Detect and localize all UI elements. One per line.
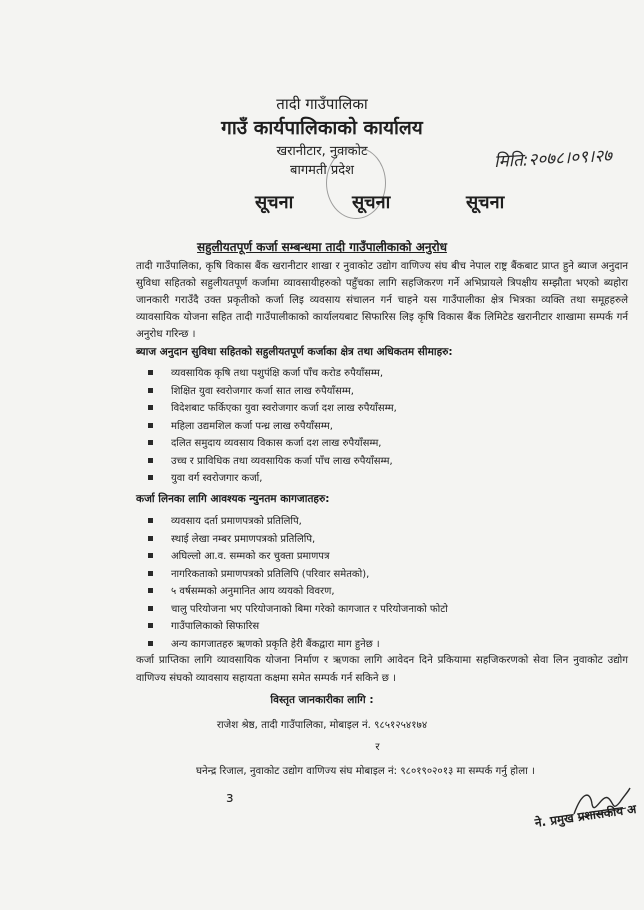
list-item: ५ वर्षसम्मको अनुमानित आय व्ययको विवरण, bbox=[148, 583, 448, 601]
intro-paragraph: तादी गाउँपालिका, कृषि विकास बैंक खरानीटार शाखा र नुवाकोट उद्योग वाणिज्य संघ बीच नेपाल राष्ट्र बैंकबाट प्राप्त हुने ब्याज अनुदान सुविधा सहितको सहुलीयतपूर्ण कर्जामा व्यावसायीहरुको पहुँचका लागि सहजिकरण गर्ने अभिप्रायले त्रिपक्षीय सम्झौता भएको ब्यहोरा जानकारी गराउँदै उक्त प्रकृतीको कर्जा लिइ व्यवसाय संचालन गर्न चाहने यस गाउँपालीका क्षेत्र भित्रका व्यक्ति तथा समूहहरुले व्यावसायिक योजना सहित तादी गाउँपालीकाको कार्यालयबाट सिफारिस लिइ कृषि विकास बैंक लिमिटेड खरानीटार शाखामा सम्पर्क गर्न अनुरोध गरिन्छ । bbox=[136, 261, 628, 340]
handwritten-date: मिति:२०७८।०९।२७ bbox=[493, 145, 613, 173]
contact-or: र bbox=[375, 742, 380, 753]
loan-section-title: ब्याज अनुदान सुविधा सहितको सहुलीयतपूर्ण कर्जाका क्षेत्र तथा अधिकतम सीमाहरु: bbox=[136, 346, 453, 358]
palika-name: तादी गाउँपालिका bbox=[276, 95, 368, 113]
required-documents-list bbox=[148, 513, 448, 653]
bullet-icon bbox=[148, 536, 153, 541]
bullet-icon bbox=[148, 606, 153, 611]
list-item: युवा वर्ग स्वरोजगार कर्जा, bbox=[148, 470, 397, 488]
office-name: गाउँ कार्यपालिकाको कार्यालय bbox=[221, 117, 423, 139]
list-item: शिक्षित युवा स्वरोजगार कर्जा सात लाख रुपैयाँसम्म, bbox=[148, 383, 397, 401]
bullet-icon bbox=[148, 641, 153, 646]
bullet-icon bbox=[148, 440, 153, 445]
office-address: खरानीटार, नुवाकोट bbox=[276, 144, 368, 159]
loan-types-list bbox=[148, 365, 397, 488]
list-item: दलित समुदाय व्यवसाय विकास कर्जा दश लाख रुपैयाँसम्म, bbox=[148, 435, 397, 453]
bullet-icon bbox=[148, 588, 153, 593]
list-item: स्थाई लेखा नम्बर प्रमाणपत्रको प्रतिलिपि, bbox=[148, 531, 448, 549]
list-item: नागरिकताको प्रमाणपत्रको प्रतिलिपि (परिवार समेतको), bbox=[148, 566, 448, 584]
closing-paragraph: कर्जा प्राप्तिका लागि व्यावसायिक योजना निर्माण र ऋणका लागि आवेदन दिने प्रकियामा सहजिकरणको सेवा लिन नुवाकोट उद्योग वाणिज्य संघको व्यावसाय सहायता कक्षमा समेत सम्पर्क गर्न सकिने छ । bbox=[136, 655, 628, 684]
bullet-icon bbox=[148, 423, 153, 428]
bullet-icon bbox=[148, 571, 153, 576]
bullet-icon bbox=[148, 405, 153, 410]
notice-label-center: सूचना bbox=[352, 192, 391, 213]
list-item: गाउँपालिकाको सिफारिस bbox=[148, 618, 448, 636]
notice-label-right: सूचना bbox=[466, 192, 505, 213]
list-item: महिला उद्यमशिल कर्जा पन्ध्र लाख रुपैयाँसम्म, bbox=[148, 418, 397, 436]
documents-section-title: कर्जा लिनका लागि आवश्यक न्युनतम कागजातहरु: bbox=[136, 493, 330, 505]
bullet-icon bbox=[148, 388, 153, 393]
list-item: व्यवसाय दर्ता प्रमाणपत्रको प्रतिलिपि, bbox=[148, 513, 448, 531]
contact-line-secondary: घनेन्द्र रिजाल, नुवाकोट उद्योग वाणिज्य संघ मोबाइल नं: ९८०१९०२०१३ मा सम्पर्क गर्नु होला । bbox=[196, 766, 535, 777]
signatory-title: ने. प्रमुख प्रशासकीय अ bbox=[533, 801, 638, 831]
bullet-icon bbox=[148, 518, 153, 523]
list-item: उच्च र प्राविधिक तथा व्यवसायिक कर्जा पाँच लाख रुपैयाँसम्म, bbox=[148, 453, 397, 471]
margin-mark: з bbox=[226, 790, 234, 806]
contact-line-primary: राजेश श्रेष्ठ, तादी गाउँपालिका, मोबाइल नं. ९८५१२५४१७४ bbox=[216, 720, 428, 731]
list-item: अन्य कागजातहरु ऋणको प्रकृति हेरी बैंकद्वारा माग हुनेछ । bbox=[148, 636, 448, 654]
list-item: अघिल्लो आ.व. सम्मको कर चुक्ता प्रमाणपत्र bbox=[148, 548, 448, 566]
bullet-icon bbox=[148, 370, 153, 375]
bullet-icon bbox=[148, 623, 153, 628]
bullet-icon bbox=[148, 458, 153, 463]
list-item: विदेशबाट फर्किएका युवा स्वरोजगार कर्जा दश लाख रुपैयाँसम्म, bbox=[148, 400, 397, 418]
list-item: चालु परियोजना भए परियोजनाको बिमा गरेको कागजात र परियोजनाको फोटो bbox=[148, 601, 448, 619]
contact-title: विस्तृत जानकारीका लागि : bbox=[270, 694, 374, 706]
notice-subject: सहुलीयतपूर्ण कर्जा सम्बन्धमा तादी गाउँपालीकाको अनुरोध bbox=[197, 240, 447, 254]
notice-label-left: सूचना bbox=[255, 192, 294, 213]
bullet-icon bbox=[148, 553, 153, 558]
bullet-icon bbox=[148, 475, 153, 480]
office-province: बागमती प्रदेश bbox=[290, 163, 354, 178]
list-item: व्यवसायिक कृषि तथा पशुपंक्षि कर्जा पाँच करोड रुपैयाँसम्म, bbox=[148, 365, 397, 383]
